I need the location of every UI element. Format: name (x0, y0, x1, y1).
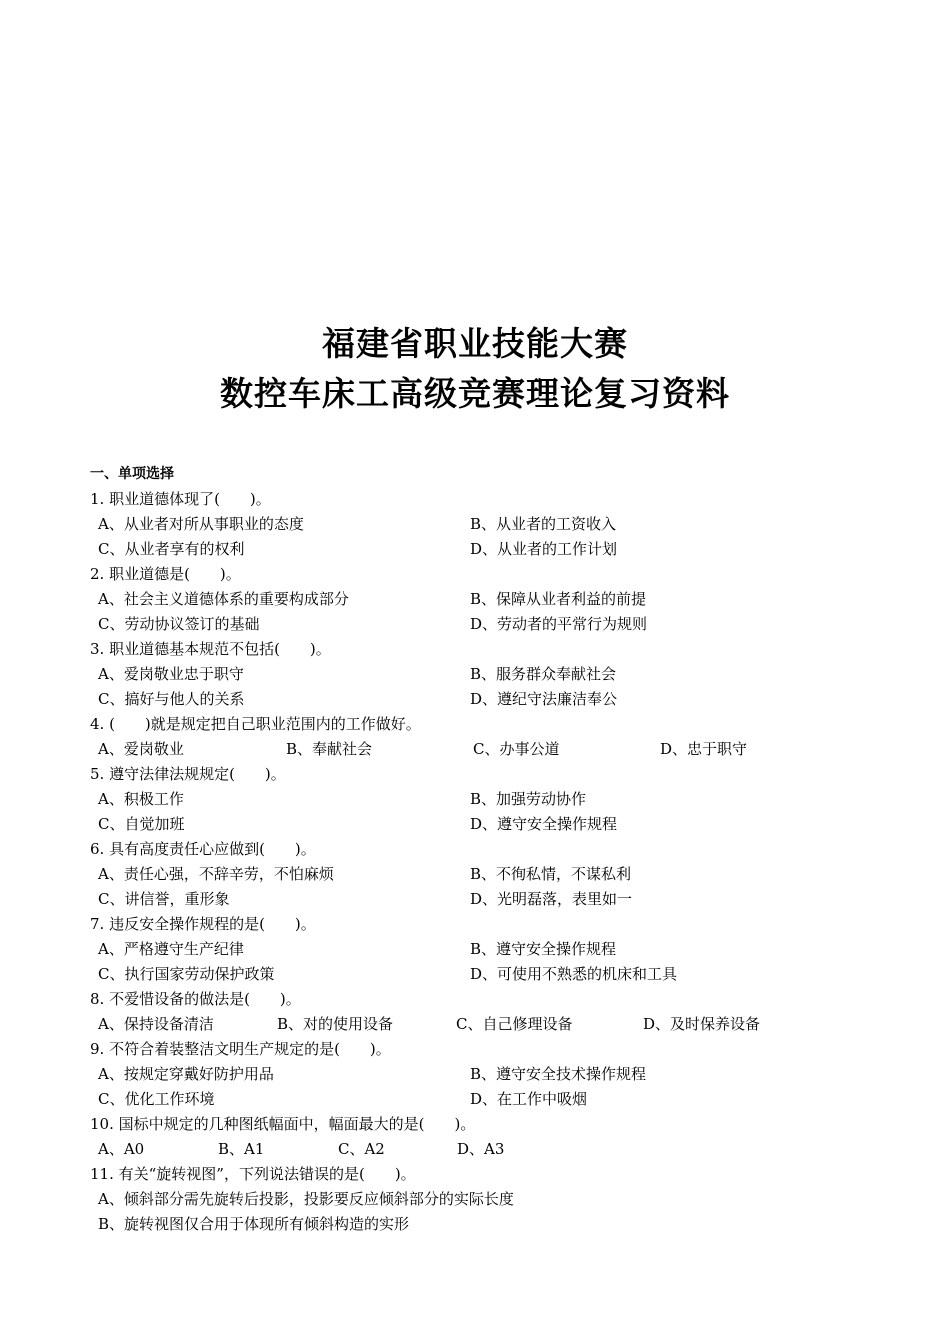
option-c: C、讲信誉，重形象 (98, 890, 230, 908)
option-c: C、自觉加班 (98, 815, 185, 833)
option-b: B、遵守安全技术操作规程 (470, 1065, 647, 1083)
option-b: B、奉献社会 (286, 740, 373, 758)
option-row (90, 962, 870, 987)
option-a: A、A0 (98, 1140, 145, 1158)
option-a: A、责任心强，不辞辛劳，不怕麻烦 (98, 865, 334, 883)
option-row (90, 537, 870, 562)
option-b: B、保障从业者利益的前提 (470, 590, 647, 608)
option-c: C、从业者享有的权利 (98, 540, 245, 558)
option-row (90, 1187, 870, 1212)
option-c: C、劳动协议签订的基础 (98, 615, 260, 633)
option-a: A、保持设备清洁 (98, 1015, 214, 1033)
option-row (90, 1087, 870, 1112)
option-d: D、及时保养设备 (643, 1015, 761, 1033)
option-d: D、忠于职守 (660, 740, 748, 758)
option-row (90, 512, 870, 537)
question-text: 9. 不符合着装整洁文明生产规定的是( )。 (90, 1040, 391, 1058)
option-c: C、优化工作环境 (98, 1090, 215, 1108)
question-text: 11. 有关“旋转视图”，下列说法错误的是( )。 (90, 1165, 416, 1183)
question-text: 2. 职业道德是( )。 (90, 565, 241, 583)
option-d: D、可使用不熟悉的机床和工具 (470, 965, 678, 983)
question-text: 1. 职业道德体现了( )。 (90, 490, 271, 508)
question-text: 10. 国标中规定的几种图纸幅面中，幅面最大的是( )。 (90, 1115, 476, 1133)
option-c: C、搞好与他人的关系 (98, 690, 245, 708)
option-d: D、遵纪守法廉洁奉公 (470, 690, 618, 708)
option-a: A、爱岗敬业忠于职守 (98, 665, 244, 683)
option-row (90, 937, 870, 962)
option-row (90, 687, 870, 712)
option-row (90, 612, 870, 637)
option-b: B、旋转视图仅合用于体现所有倾斜构造的实形 (98, 1215, 410, 1233)
option-a: A、社会主义道德体系的重要构成部分 (98, 590, 349, 608)
option-row (90, 812, 870, 837)
option-row (90, 1137, 870, 1162)
option-d: D、在工作中吸烟 (470, 1090, 588, 1108)
option-d: D、光明磊落，表里如一 (470, 890, 633, 908)
question-text: 5. 遵守法律法规规定( )。 (90, 765, 286, 783)
option-b: B、A1 (218, 1140, 265, 1158)
section-heading: 一、单项选择 (90, 466, 174, 482)
option-row (90, 862, 870, 887)
option-d: D、劳动者的平常行为规则 (470, 615, 648, 633)
option-a: A、积极工作 (98, 790, 184, 808)
question-text: 8. 不爱惜设备的做法是( )。 (90, 990, 301, 1008)
option-b: B、服务群众奉献社会 (470, 665, 617, 683)
question-text: 6. 具有高度责任心应做到( )。 (90, 840, 316, 858)
option-b: B、对的使用设备 (277, 1015, 394, 1033)
option-a: A、倾斜部分需先旋转后投影，投影要反应倾斜部分的实际长度 (98, 1190, 514, 1208)
option-row (90, 737, 870, 762)
document-title-line1: 福建省职业技能大赛 (322, 324, 628, 363)
option-d: D、遵守安全操作规程 (470, 815, 618, 833)
option-c: C、A2 (338, 1140, 385, 1158)
option-row (90, 662, 870, 687)
option-row (90, 1212, 870, 1237)
option-c: C、执行国家劳动保护政策 (98, 965, 275, 983)
option-row (90, 787, 870, 812)
document-title-line2: 数控车床工高级竞赛理论复习资料 (220, 374, 730, 413)
option-row (90, 587, 870, 612)
option-a: A、按规定穿戴好防护用品 (98, 1065, 274, 1083)
option-c: C、办事公道 (473, 740, 560, 758)
option-row (90, 887, 870, 912)
option-a: A、从业者对所从事职业的态度 (98, 515, 304, 533)
question-text: 3. 职业道德基本规范不包括( )。 (90, 640, 331, 658)
option-a: A、爱岗敬业 (98, 740, 184, 758)
option-row (90, 1012, 870, 1037)
option-b: B、遵守安全操作规程 (470, 940, 617, 958)
question-text: 7. 违反安全操作规程的是( )。 (90, 915, 316, 933)
option-b: B、不徇私情，不谋私利 (470, 865, 632, 883)
option-d: D、A3 (457, 1140, 505, 1158)
option-c: C、自己修理设备 (456, 1015, 573, 1033)
option-b: B、从业者的工资收入 (470, 515, 617, 533)
question-text: 4. ( )就是规定把自己职业范围内的工作做好。 (90, 715, 421, 733)
option-d: D、从业者的工作计划 (470, 540, 618, 558)
option-b: B、加强劳动协作 (470, 790, 587, 808)
question-list (90, 462, 870, 1237)
option-a: A、严格遵守生产纪律 (98, 940, 244, 958)
option-row (90, 1062, 870, 1087)
